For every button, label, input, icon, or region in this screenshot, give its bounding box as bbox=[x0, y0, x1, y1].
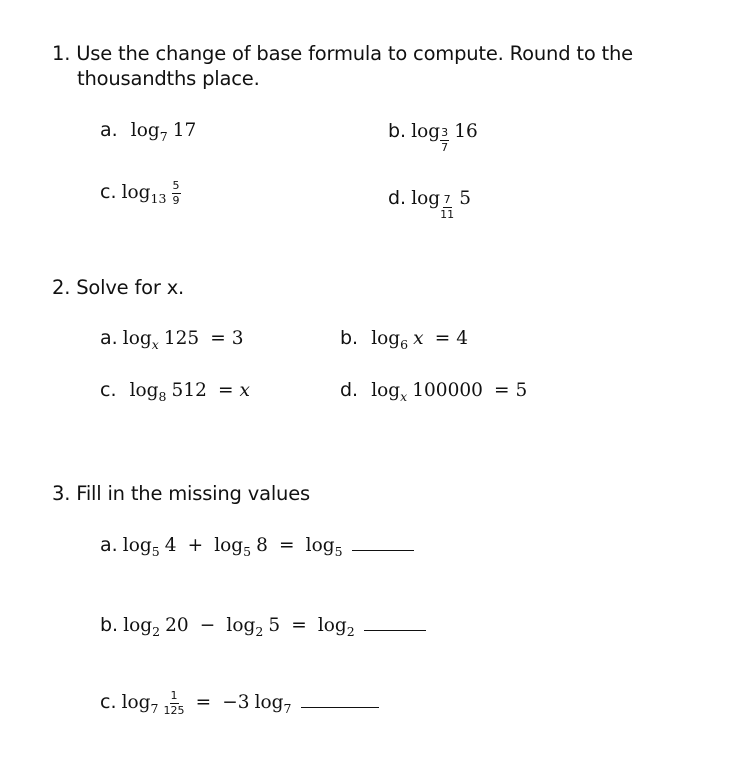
log-argument: 4 bbox=[164, 535, 177, 556]
problem-3c-label: c. bbox=[100, 691, 117, 713]
problem-1d bbox=[388, 186, 471, 221]
problem-3a bbox=[100, 534, 414, 559]
log-function: log bbox=[371, 328, 401, 349]
problem-2d-label: d. bbox=[340, 379, 359, 401]
question-1-number: 1. bbox=[52, 42, 71, 65]
log-argument: 512 bbox=[171, 380, 207, 401]
problem-1d-label: d. bbox=[388, 187, 407, 209]
log-argument: x bbox=[413, 328, 424, 349]
equation-rhs: x bbox=[239, 380, 250, 401]
log-argument: 20 bbox=[165, 615, 189, 636]
log-function: log bbox=[123, 615, 153, 636]
log-argument: 5 bbox=[459, 188, 471, 209]
question-1-text-line-2: thousandths place. bbox=[77, 67, 260, 90]
problem-2a-label: a. bbox=[100, 327, 118, 349]
log-function: log bbox=[121, 692, 151, 713]
problem-2c bbox=[100, 379, 250, 404]
log-function: log bbox=[122, 535, 152, 556]
log-function: log bbox=[130, 120, 160, 141]
equation-rhs: 5 bbox=[515, 380, 528, 401]
fraction-denominator: 7 bbox=[441, 141, 449, 154]
fraction-numerator: 3 bbox=[441, 126, 449, 139]
log-function: log bbox=[122, 328, 152, 349]
log-base: 2 bbox=[346, 624, 355, 639]
problem-1c-label: c. bbox=[100, 181, 117, 203]
problem-1c bbox=[100, 180, 181, 207]
log-base-fraction bbox=[440, 194, 454, 221]
log-base: x bbox=[400, 389, 408, 404]
plus-sign: + bbox=[187, 535, 204, 556]
log-base: 7 bbox=[150, 701, 159, 716]
problem-2c-label: c. bbox=[100, 379, 117, 401]
log-base: x bbox=[151, 337, 159, 352]
log-function: log bbox=[317, 615, 347, 636]
coefficient: −3 bbox=[222, 692, 250, 713]
fraction-denominator: 11 bbox=[440, 208, 455, 221]
question-3-number: 3. bbox=[52, 482, 71, 505]
fraction-denominator: 9 bbox=[172, 194, 180, 207]
question-3-heading bbox=[52, 482, 310, 505]
equals-sign: = bbox=[279, 535, 295, 556]
problem-1b-label: b. bbox=[388, 120, 407, 142]
log-base: 7 bbox=[159, 129, 168, 144]
fraction-numerator: 1 bbox=[170, 689, 178, 702]
log-base: 8 bbox=[158, 389, 167, 404]
question-1-line-1 bbox=[52, 42, 633, 65]
equals-sign: = bbox=[434, 328, 451, 349]
log-function: log bbox=[411, 121, 441, 142]
answer-blank[interactable] bbox=[364, 629, 426, 631]
problem-3b-label: b. bbox=[100, 614, 119, 636]
log-base: 13 bbox=[150, 191, 167, 206]
log-base: 2 bbox=[255, 624, 264, 639]
question-2-number: 2. bbox=[52, 276, 71, 299]
problem-1b bbox=[388, 119, 478, 154]
fraction-numerator: 5 bbox=[172, 179, 180, 192]
log-argument-fraction bbox=[164, 690, 185, 717]
log-argument: 17 bbox=[172, 120, 197, 141]
log-base: 5 bbox=[243, 544, 252, 559]
log-argument: 125 bbox=[163, 328, 200, 349]
log-base-fraction bbox=[440, 127, 449, 154]
problem-2d bbox=[340, 379, 528, 404]
problem-2b-label: b. bbox=[340, 327, 359, 349]
log-base: 5 bbox=[334, 544, 343, 559]
log-argument: 8 bbox=[256, 535, 268, 556]
equation-rhs: 4 bbox=[456, 328, 468, 349]
log-argument: 100000 bbox=[412, 380, 483, 401]
log-base: 7 bbox=[283, 701, 292, 716]
log-function: log bbox=[305, 535, 335, 556]
equation-rhs: 3 bbox=[231, 328, 244, 349]
log-base: 5 bbox=[151, 544, 160, 559]
log-function: log bbox=[129, 380, 159, 401]
log-argument: 5 bbox=[268, 615, 281, 636]
problem-2a bbox=[100, 327, 244, 352]
answer-blank[interactable] bbox=[301, 706, 379, 708]
equals-sign: = bbox=[195, 692, 212, 713]
equals-sign: = bbox=[217, 380, 234, 401]
equals-sign: = bbox=[291, 615, 307, 636]
log-function: log bbox=[214, 535, 244, 556]
problem-1a-label: a. bbox=[100, 119, 118, 141]
log-function: log bbox=[411, 188, 441, 209]
log-argument-fraction bbox=[172, 180, 181, 207]
equals-sign: = bbox=[493, 380, 510, 401]
log-function: log bbox=[371, 380, 401, 401]
question-3-text: Fill in the missing values bbox=[76, 482, 310, 505]
problem-2b bbox=[340, 327, 468, 352]
problem-3b bbox=[100, 614, 426, 639]
fraction-numerator: 7 bbox=[443, 193, 451, 206]
problem-3c bbox=[100, 690, 379, 717]
log-argument: 16 bbox=[454, 121, 478, 142]
log-function: log bbox=[254, 692, 284, 713]
log-base: 2 bbox=[152, 624, 161, 639]
problem-3a-label: a. bbox=[100, 534, 118, 556]
problem-1a bbox=[100, 119, 197, 144]
answer-blank[interactable] bbox=[352, 549, 414, 551]
fraction-denominator: 125 bbox=[163, 704, 185, 717]
log-function: log bbox=[121, 182, 151, 203]
minus-sign: − bbox=[199, 615, 216, 636]
log-base: 6 bbox=[400, 337, 409, 352]
equals-sign: = bbox=[210, 328, 226, 349]
question-1-text-line-1: Use the change of base formula to compute. Round to the bbox=[76, 42, 633, 65]
log-function: log bbox=[226, 615, 256, 636]
question-2-text: Solve for x. bbox=[76, 276, 185, 299]
question-2-heading bbox=[52, 276, 184, 299]
